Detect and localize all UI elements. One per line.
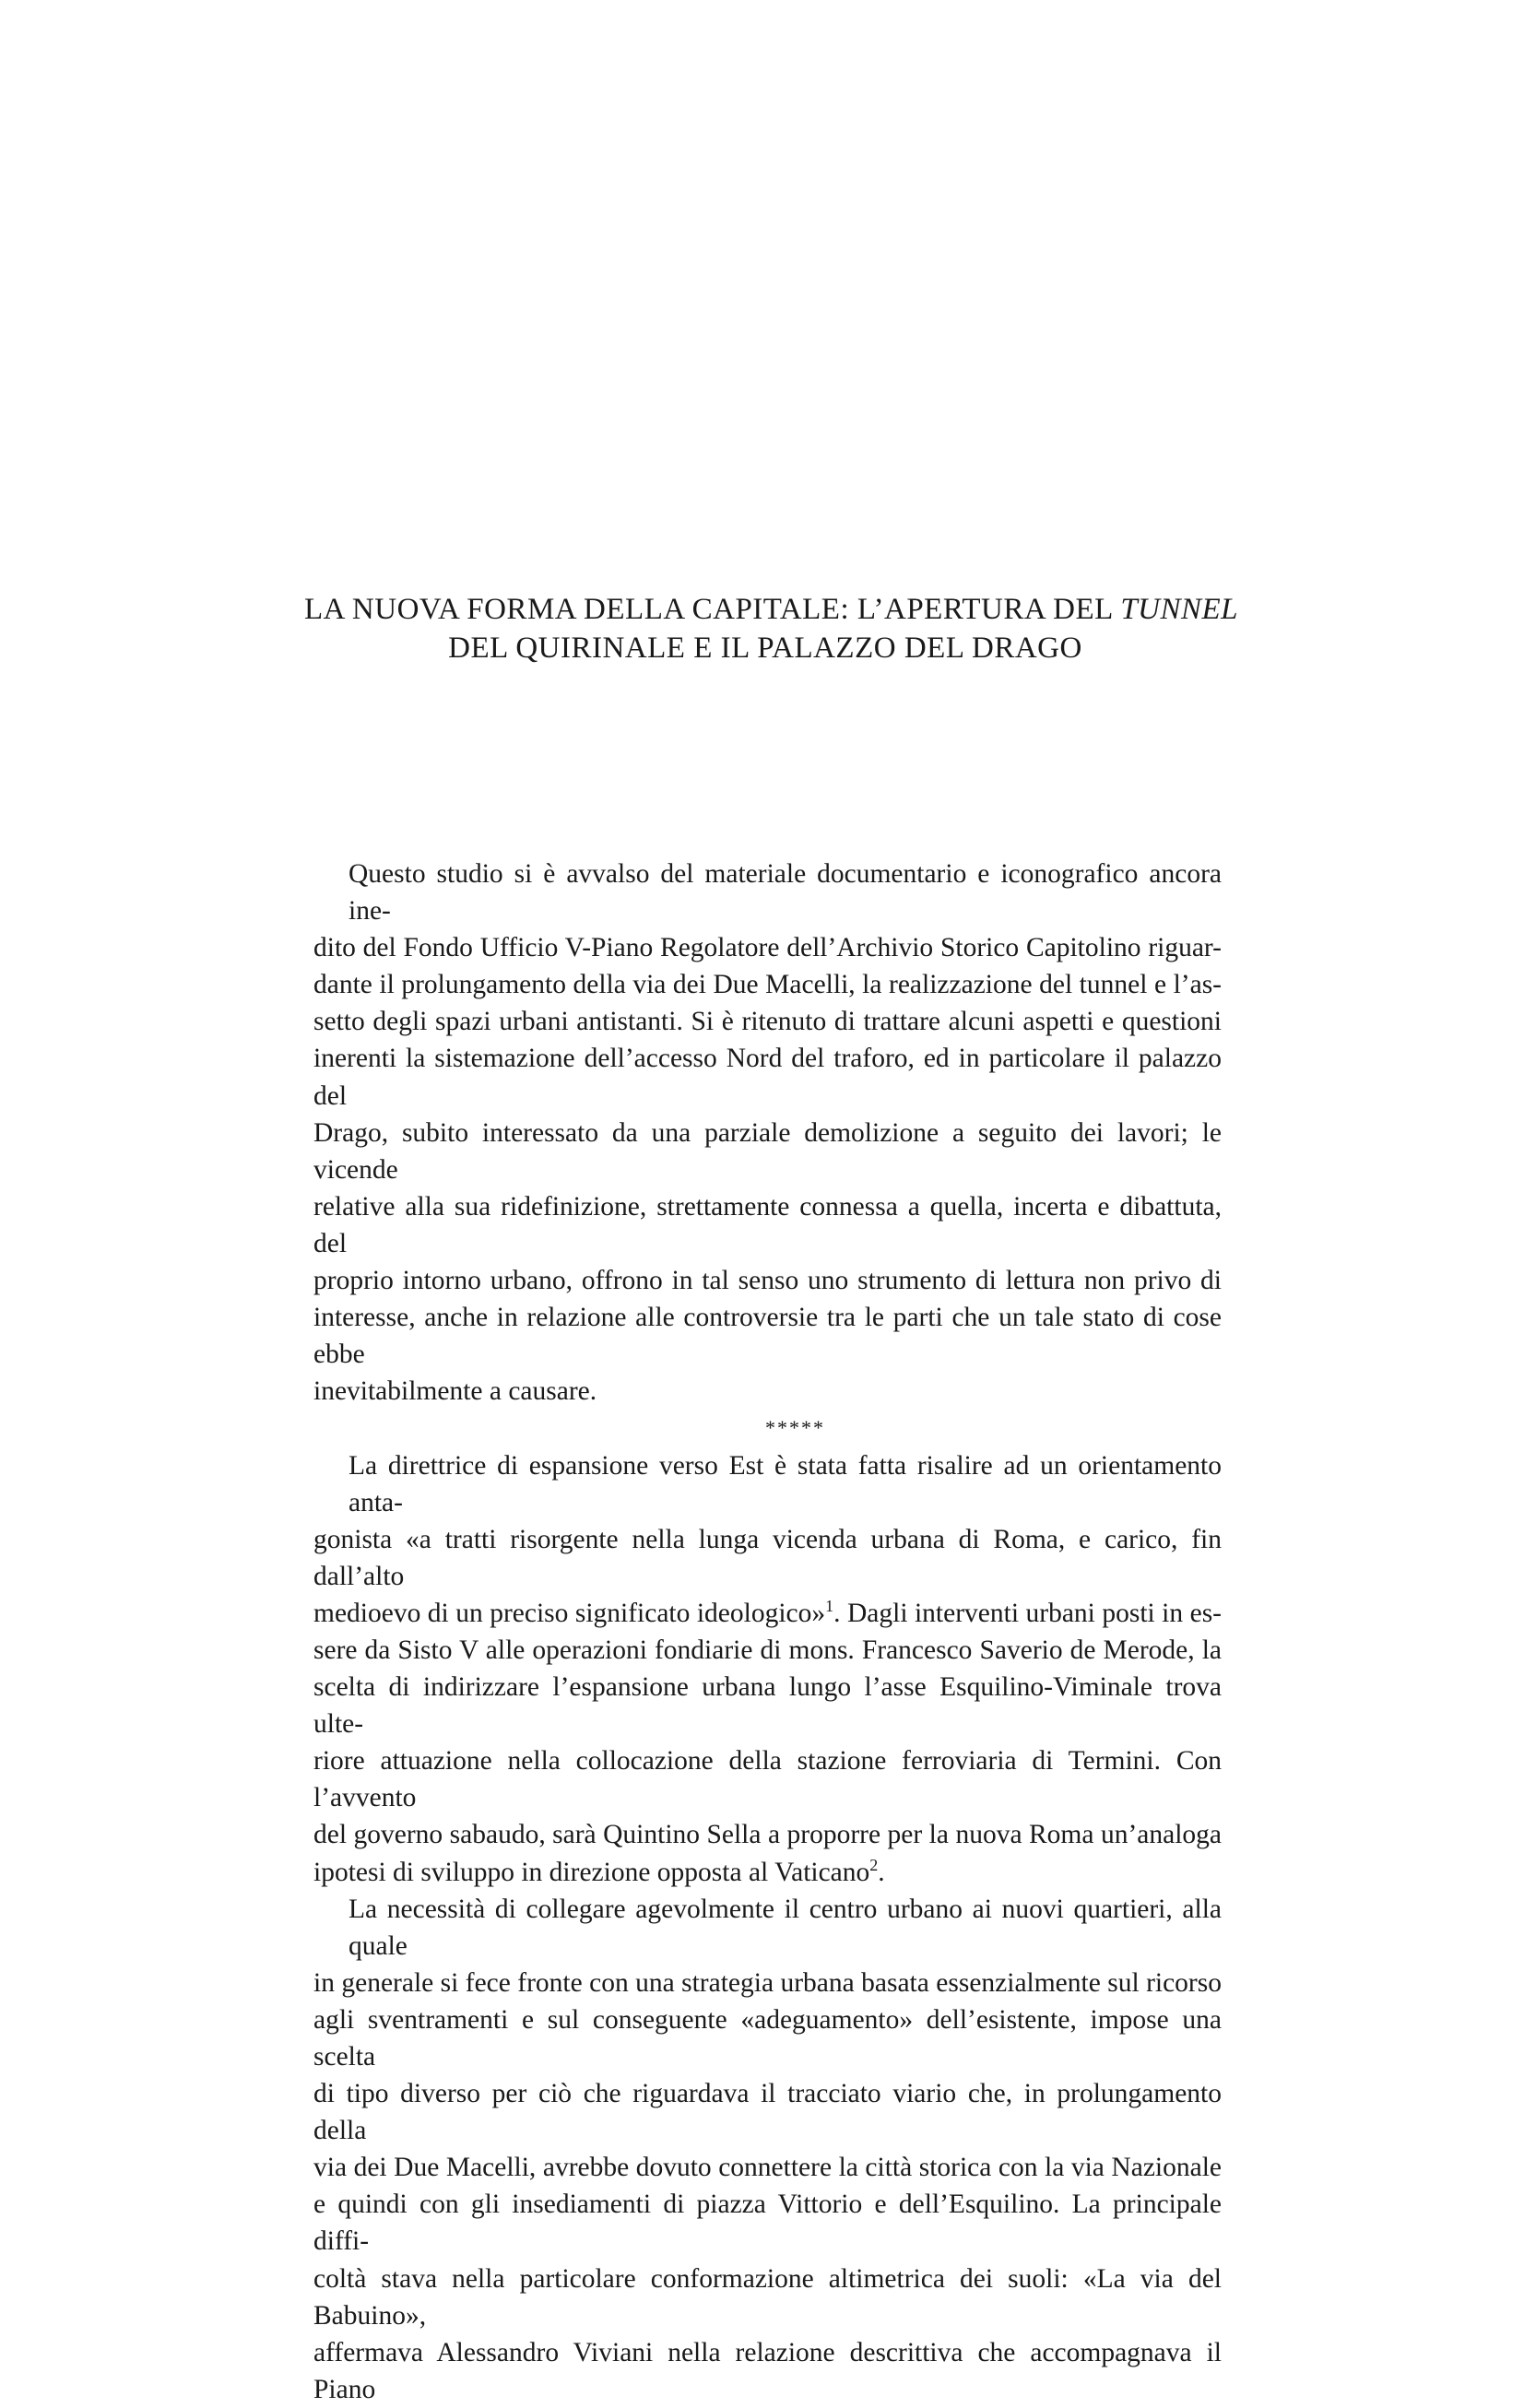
text-line: dito del Fondo Ufficio V-Piano Regolatore dell’Archivio Storico Capitolino riguar- (313, 933, 1222, 963)
text-line: relative alla sua ridefinizione, strettamente connessa a quella, incerta e dibattuta, del (313, 1191, 1222, 1258)
body-text (313, 856, 1222, 2408)
text-line: in generale si fece fronte con una strategia urbana basata essenzialmente sul ricorso (313, 1967, 1222, 1998)
text-line: La necessità di collegare agevolmente il centro urbano ai nuovi quartieri, alla quale (349, 1894, 1222, 1961)
chapter-title-italic-word: TUNNEL (1120, 593, 1239, 626)
paragraph-3 (313, 1891, 1222, 2408)
text-line: Drago, subito interessato da una parziale demolizione a seguito dei lavori; le vicende (313, 1117, 1222, 1185)
text-line (313, 1595, 1222, 1632)
chapter-title-line-1 (304, 590, 1239, 629)
text-line: Questo studio si è avvalso del materiale documentario e iconografico ancora ine- (349, 859, 1222, 927)
chapter-title-line-2: DEL QUIRINALE E IL PALAZZO DEL DRAGO (448, 632, 1082, 665)
text-line: riore attuazione nella collocazione della stazione ferroviaria di Termini. Con l’avvento (313, 1746, 1222, 1813)
text-line: La direttrice di espansione verso Est è stata fatta risalire ad un orientamento anta- (349, 1450, 1222, 1517)
text-segment: ipotesi di sviluppo in direzione opposta al Vaticano (313, 1857, 870, 1887)
paragraph-1 (313, 856, 1222, 1410)
footnote-ref-1[interactable]: 1 (825, 1597, 834, 1616)
paragraph-2 (313, 1447, 1222, 1891)
text-line: coltà stava nella particolare conformazione altimetrica dei suoli: «La via del Babuino», (313, 2263, 1222, 2331)
text-line: di tipo diverso per ciò che riguardava il tracciato viario che, in prolungamento della (313, 2079, 1222, 2146)
text-line: interesse, anche in relazione alle controversie tra le parti che un tale stato di cose ebbe (313, 1303, 1222, 1370)
text-line: proprio intorno urbano, offrono in tal senso uno strumento di lettura non privo di (313, 1266, 1222, 1296)
text-line: inerenti la sistemazione dell’accesso Nord del traforo, ed in particolare il palazzo del (313, 1044, 1222, 1111)
text-line: setto degli spazi urbani antistanti. Si è ritenuto di trattare alcuni aspetti e questioni (313, 1007, 1222, 1037)
text-line: via dei Due Macelli, avrebbe dovuto connettere la città storica con la via Nazionale (313, 2153, 1222, 2183)
text-segment: medioevo di un preciso significato ideologico» (313, 1598, 826, 1628)
text-line: dante il prolungamento della via dei Due Macelli, la realizzazione del tunnel e l’as- (313, 970, 1222, 1000)
text-segment: . Dagli interventi urbani posti in es- (833, 1598, 1222, 1628)
chapter-title-line-1-text: LA NUOVA FORMA DELLA CAPITALE: L’APERTURA DEL (304, 593, 1121, 626)
text-line: del governo sabaudo, sarà Quintino Sella a proporre per la nuova Roma un’analoga (313, 1820, 1222, 1850)
text-line: gonista «a tratti risorgente nella lunga vicenda urbana di Roma, e carico, fin dall’alto (313, 1524, 1222, 1591)
footnote-ref-2[interactable]: 2 (869, 1855, 879, 1874)
text-line (313, 1854, 1222, 1891)
text-line: sere da Sisto V alle operazioni fondiarie di mons. Francesco Saverio de Merode, la (313, 1635, 1222, 1665)
text-line: inevitabilmente a causare. (313, 1376, 597, 1407)
text-line: agli sventramenti e sul conseguente «adeguamento» dell’esistente, impose una scelta (313, 2004, 1222, 2072)
chapter-title (304, 590, 1239, 667)
section-separator: ***** (765, 1416, 825, 1440)
text-line: e quindi con gli insediamenti di piazza Vittorio e dell’Esquilino. La principale diffi- (313, 2190, 1222, 2257)
text-line: affermava Alessandro Viviani nella relazione descrittiva che accompagnava il Piano (313, 2337, 1222, 2404)
text-line: scelta di indirizzare l’espansione urbana lungo l’asse Esquilino-Viminale trova ulte- (313, 1672, 1222, 1740)
text-segment: . (878, 1857, 885, 1887)
